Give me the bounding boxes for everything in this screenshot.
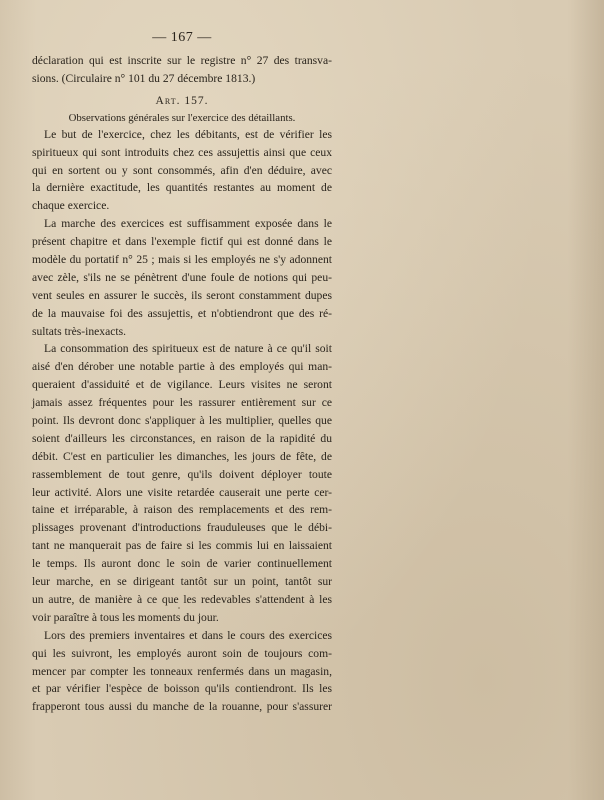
text-line: modèle du portatif n° 25 ; mais si les employés ne s'y adonnent	[32, 253, 332, 267]
text-line: La marche des exercices est suffisamment exposée dans le	[44, 217, 332, 231]
text-line: de la mauvaise foi des assujettis, et n'obtiendront que des ré-	[32, 306, 332, 320]
text-line: point. Ils devront donc s'appliquer à les multiplier, quelles que	[32, 414, 332, 428]
text-line: qui en sortent ou y sont consommés, afin d'en déduire, avec	[32, 163, 332, 177]
document-page	[32, 30, 332, 716]
text-line: la dernière exactitude, les quantités restantes au moment de	[32, 181, 332, 195]
text-line: spiritueux qui sont introduits chez ces assujettis ainsi que ceux	[32, 145, 332, 159]
text-line: La consommation des spiritueux est de nature à ce qu'il soit	[44, 342, 332, 356]
article-subtitle: Observations générales sur l'exercice des détaillants.	[68, 111, 296, 124]
paragraph-2	[32, 215, 332, 340]
text-line: mencer par compter les tonneaux renfermés dans un magasin,	[32, 664, 332, 678]
text-line: plissages provenant d'introductions frauduleuses que le débi-	[32, 521, 332, 535]
text-line: frapperont tous aussi du manche de la rouanne, pour s'assurer	[32, 700, 332, 714]
text-line: jamais assez fréquentes pour les rassurer entièrement sur ce	[32, 396, 332, 410]
text-line: leur activité. Alors une visite retardée causerait une perte cer-	[32, 485, 332, 499]
paragraph-3	[32, 340, 332, 626]
text-line: déclaration qui est inscrite sur le registre n° 27 des transva-	[32, 54, 332, 67]
article-body	[32, 126, 332, 716]
article-heading	[32, 92, 332, 110]
text-line: vent seules en assurer le succès, ils seront constamment dupes	[32, 288, 332, 302]
text-line: Lors des premiers inventaires et dans le cours des exercices	[44, 628, 332, 642]
paper-speck	[178, 607, 180, 609]
page-number: — 167 —	[152, 30, 212, 45]
text-line: le temps. Ils auront donc le soin de varier continuellement	[32, 557, 332, 571]
text-line: sions. (Circulaire n° 101 du 27 décembre 1813.)	[32, 71, 256, 85]
text-line: queraient d'assiduité et de vigilance. Leurs visites ne seront	[32, 378, 332, 392]
text-line: un autre, de manière à ce que les redevables s'attendent à les	[32, 592, 332, 606]
paragraph-4	[32, 627, 332, 716]
text-line: aisé d'en dérober une notable partie à des employés qui man-	[32, 360, 332, 374]
text-line: taine et irréparable, à raison des remplacements et des rem-	[32, 503, 332, 517]
text-line: sultats très-inexacts.	[32, 324, 127, 338]
text-line: leur marche, en se dirigeant tantôt sur un point, tantôt sur	[32, 575, 332, 589]
text-line: tant ne manquerait pas de faire si les commis lui en laissaient	[32, 539, 332, 553]
text-line: et par vérifier l'espèce de boisson qu'ils contiendront. Ils les	[32, 682, 332, 696]
paragraph-1	[32, 126, 332, 215]
text-line: Le but de l'exercice, chez les débitants, est de vérifier les	[44, 127, 332, 141]
text-line: qui les suivront, les employés auront soin de toujours com-	[32, 646, 332, 660]
text-line: avec zèle, s'ils ne se pénètrent d'une foule de notions qui peu-	[32, 270, 332, 284]
text-line: soient d'ailleurs les circonstances, en raison de la rapidité du	[32, 431, 332, 445]
text-line: chaque exercice.	[32, 199, 110, 213]
text-line: débit. C'est en particulier les dimanches, les jours de fête, de	[32, 449, 332, 463]
text-line: rassemblement de tout genre, qu'ils doivent déployer toute	[32, 467, 332, 481]
intro-text	[32, 52, 332, 88]
article-label: Art. 157.	[155, 94, 209, 107]
text-line: présent chapitre et dans l'exemple fictif qui est donné dans le	[32, 235, 332, 249]
text-line: voir paraître à tous les moments du jour.	[32, 610, 219, 624]
